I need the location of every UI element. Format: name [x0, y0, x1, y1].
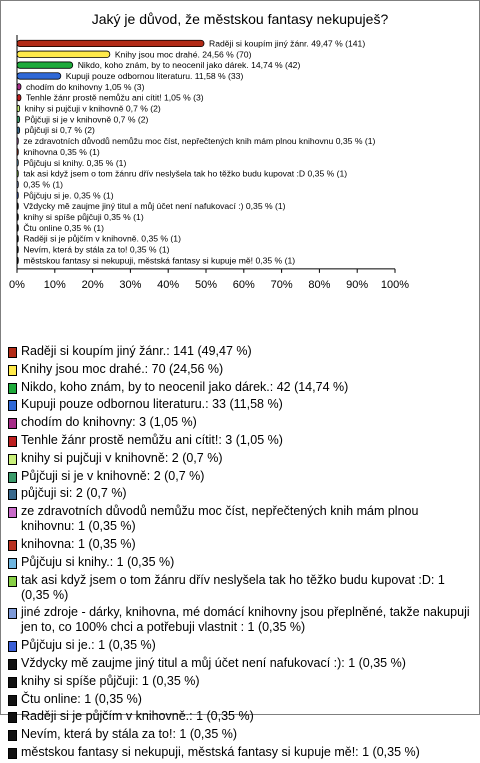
legend-swatch — [8, 748, 17, 759]
legend-swatch — [8, 576, 17, 587]
legend-item — [8, 573, 472, 603]
legend-label: chodím do knihovny: 3 (1,05 %) — [21, 415, 197, 430]
legend-label: knihy si spíše půjčuji: 1 (0,35 %) — [21, 673, 200, 688]
legend-label: Půjčuju si je.: 1 (0,35 %) — [21, 638, 156, 653]
bar — [17, 94, 21, 100]
bar — [17, 73, 61, 79]
bar — [17, 40, 204, 46]
bar-data-label: Nikdo, koho znám, by to neocenil jako dárek. 14,74 % (42) — [77, 60, 301, 71]
bar — [17, 84, 21, 90]
bar-data-label: Raději si je půjčím v knihovně. 0,35 % (1) — [23, 233, 181, 244]
legend-swatch — [8, 454, 17, 465]
legend-item — [8, 433, 472, 448]
legend-swatch — [8, 677, 17, 688]
legend-label: Raději si koupím jiný žánr.: 141 (49,47 %) — [21, 344, 252, 358]
legend-label: Půjčuju si knihy.: 1 (0,35 %) — [21, 554, 175, 569]
legend-item — [8, 709, 472, 724]
legend-label: Vždycky mě zaujme jiný titul a můj účet není nafukovací :): 1 (0,35 %) — [21, 655, 406, 670]
bar-data-label: knihy si spíše půjčuji 0,35 % (1) — [23, 212, 144, 223]
legend-swatch — [8, 472, 17, 483]
bar-data-label: Knihy jsou moc drahé. 24,56 % (70) — [114, 49, 252, 60]
bar-data-label: Kupuji pouze odbornou literaturu. 11,58 % (33) — [65, 70, 244, 81]
legend-swatch — [8, 730, 17, 741]
legend-label: půjčuji si: 2 (0,7 %) — [21, 486, 127, 501]
legend-item — [8, 344, 472, 359]
legend-swatch — [8, 608, 17, 619]
legend-label: knihovna: 1 (0,35 %) — [21, 536, 136, 551]
legend-item — [8, 486, 472, 501]
bar-data-label: knihovna 0,35 % (1) — [23, 146, 100, 157]
bar — [17, 51, 110, 57]
bar — [17, 62, 73, 68]
legend-item — [8, 745, 472, 760]
legend-swatch — [8, 347, 17, 358]
bar-data-label: Tenhle žánr prostě nemůžu ani cítit! 1,05 % (3) — [25, 92, 204, 103]
legend-item — [8, 537, 472, 552]
legend-item — [8, 362, 472, 377]
legend-item — [8, 674, 472, 689]
bar-data-label: ze zdravotních důvodů nemůžu moc číst, nepřečtených knih mám plnou knihovnu 0,35 % (1) — [23, 136, 376, 147]
chart-title: Jaký je důvod, že městskou fantasy nekupuješ? — [91, 11, 389, 27]
legend-swatch — [8, 400, 17, 411]
bar-data-label: Půjčuji si je v knihovně 0,7 % (2) — [24, 114, 149, 125]
bar-data-label: Půjčuju si je. 0,35 % (1) — [23, 190, 114, 201]
x-tick-label: 80% — [308, 278, 331, 291]
legend-label: Nikdo, koho znám, by to neocenil jako dárek.: 42 (14,74 %) — [21, 379, 349, 394]
bar-chart — [0, 0, 480, 340]
x-tick-label: 90% — [346, 278, 369, 291]
legend-label: městskou fantasy si nekupuji, městská fantasy si kupuje mě!: 1 (0,35 %) — [21, 744, 420, 759]
legend-label: Kupuji pouze odbornou literaturu.: 33 (11,58 %) — [21, 397, 283, 412]
legend-item — [8, 692, 472, 707]
legend-swatch — [8, 540, 17, 551]
x-tick-label: 20% — [81, 278, 104, 291]
bar-data-label: Nevím, která by stála za to! 0,35 % (1) — [23, 244, 170, 255]
legend-item — [8, 469, 472, 484]
legend-label: Půjčuji si je v knihovně: 2 (0,7 %) — [21, 468, 205, 483]
legend-swatch — [8, 641, 17, 652]
legend-item — [8, 638, 472, 653]
x-tick-label: 0% — [9, 278, 25, 291]
legend-swatch — [8, 712, 17, 723]
legend-swatch — [8, 659, 17, 670]
legend-swatch — [8, 436, 17, 447]
legend-item — [8, 380, 472, 395]
bar-data-label: chodím do knihovny 1,05 % (3) — [25, 81, 145, 92]
x-tick-label: 70% — [270, 278, 293, 291]
bar-data-label: Vždycky mě zaujme jiný titul a můj účet není nafukovací :) 0,35 % (1) — [23, 201, 286, 212]
x-tick-label: 40% — [157, 278, 180, 291]
bar-data-label: knihy si pujčuji v knihovně 0,7 % (2) — [24, 103, 161, 114]
legend-swatch — [8, 507, 17, 518]
legend-swatch — [8, 489, 17, 500]
legend-item — [8, 605, 472, 635]
legend-swatch — [8, 365, 17, 376]
bar-data-label: Raději si koupím jiný žánr. 49,47 % (141) — [208, 38, 366, 49]
legend-label: jiné zdroje - dárky, knihovna, mé domácí knihovny jsou přeplněné, takže nakupuji jen to, co 100% chci a potřebuji vlastnit : 1 (0,35 %) — [21, 605, 470, 635]
bar-data-label: Čtu online 0,35 % (1) — [23, 222, 105, 233]
legend-item — [8, 415, 472, 430]
bar-data-label: 0,35 % (1) — [23, 179, 63, 190]
x-tick-label: 10% — [43, 278, 66, 291]
legend-item — [8, 451, 472, 466]
x-tick-label: 100% — [380, 278, 410, 291]
legend-label: tak asi když jsem o tom žánru dřív neslyšela tak ho těžko budu kupovat :D: 1 (0,35 %) — [21, 572, 445, 602]
legend-item — [8, 397, 472, 412]
x-tick-label: 30% — [119, 278, 142, 291]
legend-swatch — [8, 558, 17, 569]
legend-label: Raději si je půjčím v knihovně.: 1 (0,35 %) — [21, 709, 254, 724]
legend-label: Čtu online: 1 (0,35 %) — [21, 691, 142, 706]
legend-label: Knihy jsou moc drahé.: 70 (24,56 %) — [21, 361, 224, 376]
chart-legend — [8, 344, 472, 763]
x-tick-label: 50% — [194, 278, 218, 291]
legend-item — [8, 656, 472, 671]
legend-item — [8, 504, 472, 534]
legend-swatch — [8, 418, 17, 429]
legend-label: Nevím, která by stála za to!: 1 (0,35 %) — [21, 727, 238, 742]
bar-data-label: tak asi když jsem o tom žánru dřív neslyšela tak ho těžko budu kupovat :D 0,35 % (1) — [23, 168, 348, 179]
legend-swatch — [8, 695, 17, 706]
bar-data-label: půjčuji si 0,7 % (2) — [24, 125, 95, 136]
x-tick-label: 60% — [232, 278, 255, 291]
legend-swatch — [8, 383, 17, 394]
bar-data-label: městskou fantasy si nekupuji, městská fantasy si kupuje mě! 0,35 % (1) — [23, 255, 296, 266]
legend-item — [8, 555, 472, 570]
legend-label: ze zdravotních důvodů nemůžu moc číst, nepřečtených knih mám plnou knihovnu: 1 (0,35 %) — [21, 504, 419, 534]
legend-label: Tenhle žánr prostě nemůžu ani cítit!: 3 (1,05 %) — [21, 432, 283, 447]
legend-item — [8, 727, 472, 742]
bar-data-label: Půjčuju si knihy. 0,35 % (1) — [23, 157, 127, 168]
legend-label: knihy si pujčuji v knihovně: 2 (0,7 %) — [21, 450, 223, 465]
